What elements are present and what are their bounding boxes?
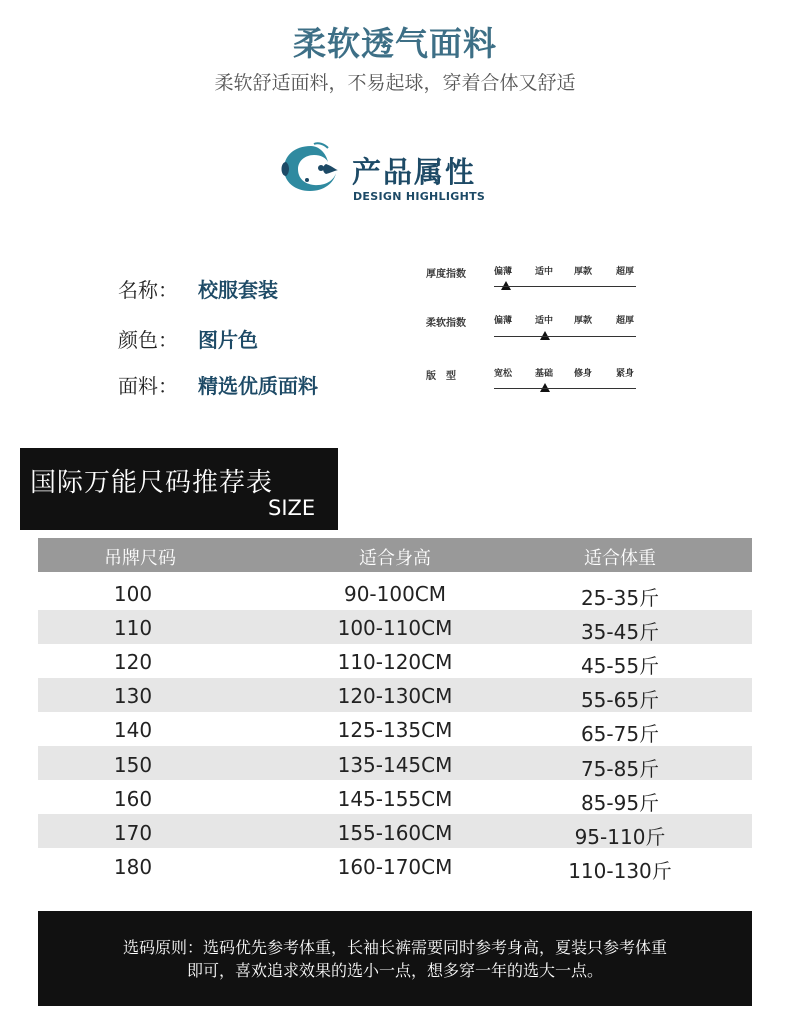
table-cell: 45-55斤	[580, 654, 660, 678]
table-cell: 90-100CM	[343, 582, 447, 606]
scale-option: 偏薄	[494, 316, 513, 326]
attr-key: 面料：	[118, 374, 178, 398]
scale-option: 超厚	[616, 267, 635, 277]
scale-option: 适中	[535, 267, 554, 277]
brush-circle-fish-logo-icon	[278, 140, 344, 196]
attr-value: 校服套装	[198, 278, 278, 302]
scale-option: 基础	[535, 369, 554, 379]
scale-label-thickness: 厚度指数	[426, 269, 466, 280]
scale-line	[494, 286, 636, 287]
table-cell: 75-85斤	[580, 757, 660, 781]
table-cell: 35-45斤	[580, 620, 660, 644]
scale-label-fit: 版 型	[426, 371, 456, 382]
table-cell: 120-130CM	[337, 684, 453, 708]
scale-option: 修身	[574, 369, 593, 379]
table-cell: 130	[113, 684, 153, 708]
table-cell: 145-155CM	[337, 787, 453, 811]
size-advice-line-2: 即可，喜欢追求效果的选小一点，想多穿一年的选大一点。	[186, 961, 603, 980]
attr-value: 图片色	[198, 328, 258, 352]
scale-label-softness: 柔软指数	[426, 318, 466, 329]
scale-line	[494, 388, 636, 389]
table-cell: 25-35斤	[580, 586, 660, 610]
table-cell: 110-120CM	[337, 650, 453, 674]
attributes-title: 产品属性	[352, 155, 477, 189]
scale-line	[494, 336, 636, 337]
table-cell: 95-110斤	[574, 825, 666, 849]
column-header-weight: 适合体重	[584, 548, 656, 569]
column-header-height: 适合身高	[359, 548, 431, 569]
table-cell: 110	[113, 616, 153, 640]
table-cell: 65-75斤	[580, 722, 660, 746]
table-cell: 150	[113, 753, 153, 777]
table-cell: 85-95斤	[580, 791, 660, 815]
attr-row-color	[118, 324, 258, 353]
attr-value: 精选优质面料	[198, 374, 318, 398]
attr-key: 名称：	[118, 278, 178, 302]
size-chart-title: 国际万能尺码推荐表	[30, 468, 274, 498]
size-advice-line-1: 选码原则：选码优先参考体重，长袖长裤需要同时参考身高，夏装只参考体重	[122, 938, 667, 957]
table-cell: 125-135CM	[337, 718, 453, 742]
scale-option: 适中	[535, 316, 554, 326]
page-subtitle: 柔软舒适面料，不易起球，穿着合体又舒适	[214, 72, 576, 94]
scale-option: 厚款	[574, 316, 593, 326]
table-cell: 135-145CM	[337, 753, 453, 777]
table-cell: 120	[113, 650, 153, 674]
table-cell: 180	[113, 855, 153, 879]
column-header-tag-size: 吊牌尺码	[104, 548, 176, 569]
attr-row-name	[118, 274, 278, 303]
attr-key: 颜色：	[118, 328, 178, 352]
attr-row-fabric	[118, 370, 318, 399]
scale-option: 超厚	[616, 316, 635, 326]
scale-option: 宽松	[494, 369, 513, 379]
table-cell: 110-130斤	[568, 859, 672, 883]
table-cell: 140	[113, 718, 153, 742]
table-cell: 160	[113, 787, 153, 811]
table-cell: 100-110CM	[337, 616, 453, 640]
table-cell: 170	[113, 821, 153, 845]
scale-option: 厚款	[574, 267, 593, 277]
scale-option: 紧身	[616, 369, 635, 379]
attributes-subtitle: DESIGN HIGHLIGHTS	[353, 190, 486, 203]
scale-option: 偏薄	[494, 267, 513, 277]
table-cell: 155-160CM	[337, 821, 453, 845]
table-cell: 100	[113, 582, 153, 606]
size-chart-size-label: SIZE	[268, 496, 316, 520]
table-cell: 55-65斤	[580, 688, 660, 712]
table-cell: 160-170CM	[337, 855, 453, 879]
page-title: 柔软透气面料	[293, 24, 497, 63]
